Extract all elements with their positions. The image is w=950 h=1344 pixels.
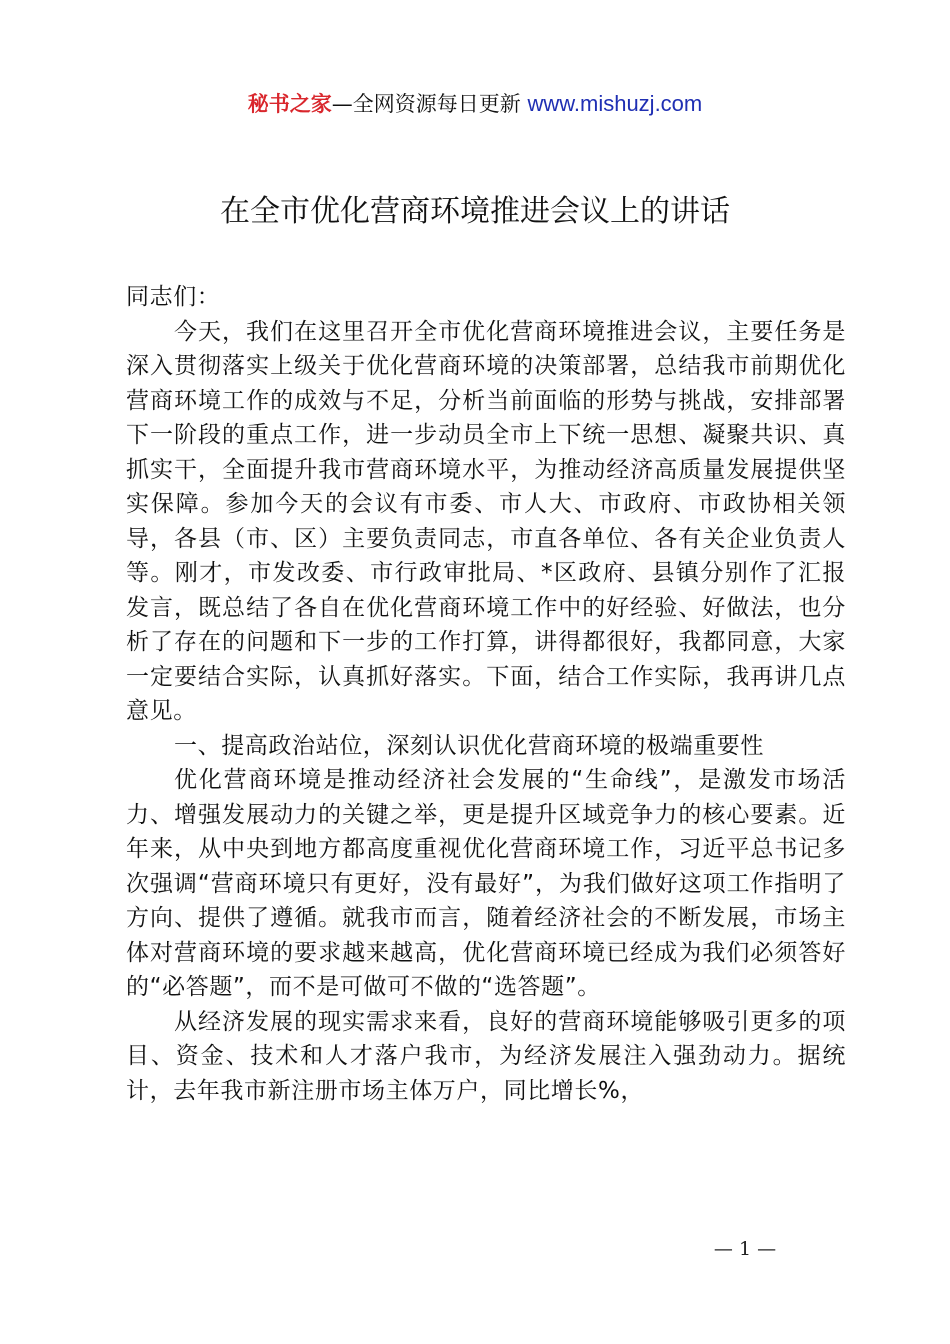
section-heading-1: 一、提高政治站位，深刻认识优化营商环境的极端重要性 — [174, 732, 764, 759]
document-title: 在全市优化营商环境推进会议上的讲话 — [220, 194, 730, 229]
document-body — [126, 280, 846, 1108]
site-brand: 秘书之家 — [247, 92, 332, 116]
site-url-link[interactable]: www.mishuzj.com — [527, 91, 703, 116]
paragraph-importance: 优化营商环境是推动经济社会发展的“生命线”，是激发市场活力、增强发展动力的关键之举，更是提升区域竞争力的核心要素。近年来，从中央到地方都高度重视优化营商环境工作，习近平总书记多次强调“营商环境只有更好，没有最好”，为我们做好这项工作指明了方向、提供了遵循。就我市而言，随着经济社会的不断发展，市场主体对营商环境的要求越来越高，优化营商环境已经成为我们必须答好的“必答题”，而不是可做可不做的“选答题”。 — [126, 767, 846, 1000]
paragraph-economic-needs: 从经济发展的现实需求来看，良好的营商环境能够吸引更多的项目、资金、技术和人才落户我市，为经济发展注入强劲动力。据统计，去年我市新注册市场主体万户，同比增长%， — [126, 1008, 846, 1104]
site-header — [0, 88, 950, 120]
paragraph-intro: 今天，我们在这里召开全市优化营商环境推进会议，主要任务是深入贯彻落实上级关于优化营商环境的决策部署，总结我市前期优化营商环境工作的成效与不足，分析当前面临的形势与挑战，安排部署下一阶段的重点工作，进一步动员全市上下统一思想、凝聚共识、真抓实干，全面提升我市营商环境水平，为推动经济高质量发展提供坚实保障。参加今天的会议有市委、市人大、市政府、市政协相关领导，各县（市、区）主要负责同志，市直各单位、各有关企业负责人等。刚才，市发改委、市行政审批局、*区政府、县镇分别作了汇报发言，既总结了各自在优化营商环境工作中的好经验、好做法，也分析了存在的问题和下一步的工作打算，讲得都很好，我都同意，大家一定要结合实际，认真抓好落实。下面，结合工作实际，我再讲几点意见。 — [126, 318, 846, 724]
page-number: — 1 — — [713, 1238, 777, 1260]
site-tagline: —全网资源每日更新 — [331, 92, 528, 116]
salutation: 同志们： — [126, 284, 221, 310]
